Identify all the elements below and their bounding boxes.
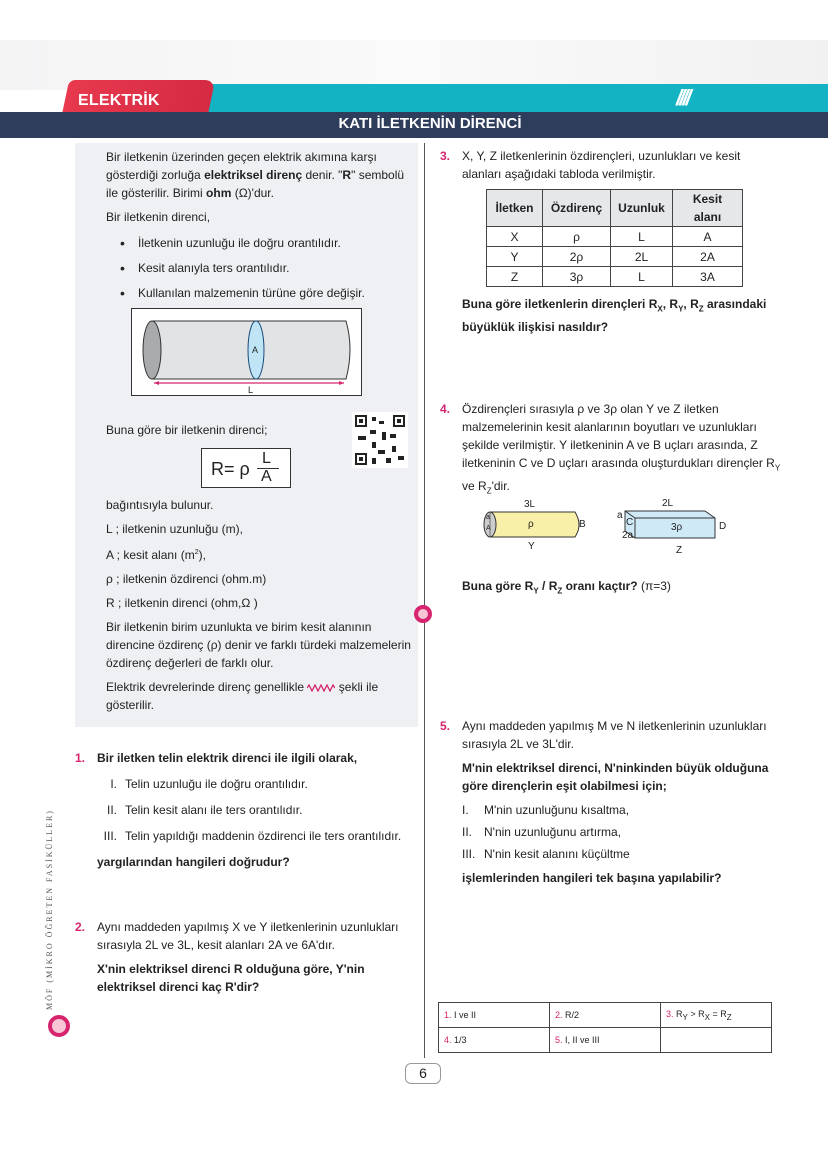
formula-intro: Buna göre bir iletkenin direnci;	[106, 423, 268, 437]
resistor-symbol-icon	[307, 684, 335, 692]
question-4-prompt: Buna göre $R_Y / R_Z$ oranı kaçtır? (π=3)	[462, 579, 671, 596]
decorative-slashes: ////	[676, 85, 689, 110]
resistance-formula: R= ρ L A	[201, 448, 291, 488]
conductor-figure	[131, 308, 362, 396]
bullet-item: • Kesit alanıyla ters orantılıdır.	[116, 259, 411, 277]
series-side-label: MÖF (MİKRO ÖĞRETEN FASİKÜLLER)	[45, 809, 54, 1010]
unit-label: ELEKTRİK	[78, 92, 160, 109]
length-label: L	[248, 385, 254, 395]
question-3: 3. X, Y, Z iletkenlerinin özdirençleri, uzunlukları ve kesit alanları aşağıdaki tabloda verilmiştir. İletken Özdirenç Uzunluk Kesit alanı X ρ L A Y 2ρ 2L 2A Z 3ρ L 3A Buna göre iletkenlerin dirençleri $R_X$, $R_Y$, $R_Z$ arasındaki büyüklük ilişkisi nasıldır?	[440, 149, 767, 335]
brand-logo-icon	[414, 605, 432, 623]
area-label: A	[252, 345, 259, 355]
bullet-item: • Kullanılan malzemenin türüne göre değişir.	[116, 284, 411, 302]
info-definitions: bağıntısıyla bulunur. L ; iletkenin uzunluğu (m), A ; kesit alanı $(m^2)$, ρ ; iletkenin özdirenci (ohm.m) R ; iletkenin direnci (ohm,Ω ) Bir iletkenin birim uzunlukta ve birim kesit alanının direncine özdirenç (ρ) denir ve farklı türdeki malzemelerin özdirenç değerleri de farklı olur. Elektrik devrelerinde direnç genellikle şekli ile gösterilir.	[106, 498, 411, 712]
conductors-figure: 3L a A ρ B Y 2L a C 2a 3ρ D Z	[486, 498, 727, 556]
table-row: Y 2ρ 2L 2A	[487, 247, 743, 267]
answer-cell: 1. I ve II	[439, 1003, 550, 1028]
qr-code[interactable]	[352, 412, 408, 468]
question-2: 2. Aynı maddeden yapılmış X ve Y iletkenlerinin uzunlukları sırasıyla 2L ve 3L, kesit alanları 2A ve 6A'dır. X'nin elektriksel direnci R olduğuna göre, Y'nin elektriksel direnci kaç R'dir?	[75, 920, 399, 994]
answer-cell: 2. R/2	[550, 1003, 661, 1028]
page-number: 6	[405, 1063, 441, 1084]
answer-key	[438, 1002, 772, 1053]
answer-cell: 4. 1/3	[439, 1028, 550, 1053]
question-5: 5. Aynı maddeden yapılmış M ve N iletkenlerinin uzunlukları sırasıyla 2L ve 3L'dir. M'nin elektriksel direnci, N'ninkinden büyük olduğuna göre dirençlerin eşit olabilmesi için; I. M'nin uzunluğunu kısaltma, II. N'nin uzunluğunu artırma, III. N'nin kesit alanını küçültme işlemlerinden hangileri tek başına yapılabilir?	[440, 719, 769, 885]
brand-logo-icon	[48, 1015, 70, 1037]
table-row: Z 3ρ L 3A	[487, 267, 743, 287]
column-divider	[424, 143, 425, 1058]
page-title: KATI İLETKENİN DİRENCİ	[338, 115, 522, 132]
answer-cell: 3. $R_Y > R_X = R_Z$	[661, 1003, 772, 1028]
answer-cell	[661, 1028, 772, 1053]
question-1: 1. Bir iletken telin elektrik direnci ile ilgili olarak, I. Telin uzunluğu ile doğru orantılıdır. II. Telin kesit alanı ile ters orantılıdır. III. Telin yapıldığı maddenin özdirenci ile ters orantılıdır. yargılarından hangileri doğrudur?	[75, 751, 402, 869]
info-definition: Bir iletkenin üzerinden geçen elektrik akımına karşı gösterdiği zorluğa elektriksel direnç denir. "R" sembolü ile gösterilir. Birimi ohm (Ω)'dur. Bir iletkenin direnci, • İletkenin uzunluğu ile doğru orantılıdır. • Kesit alanıyla ters orantılıdır. • Kullanılan malzemenin türüne göre değişir.	[106, 148, 411, 309]
properties-table: İletken Özdirenç Uzunluk Kesit alanı X ρ L A Y 2ρ 2L 2A Z 3ρ L 3A	[486, 189, 743, 287]
table-row: X ρ L A	[487, 227, 743, 247]
header-teal-band	[190, 84, 828, 112]
bullet-item: • İletkenin uzunluğu ile doğru orantılıdır.	[116, 234, 411, 252]
answer-cell: 5. I, II ve III	[550, 1028, 661, 1053]
question-4: 4. Özdirençleri sırasıyla ρ ve 3ρ olan Y ve Z iletken malzemelerinin kesit alanlarının boyutları ve uzunlukları şekilde verilmiştir. Y iletkeninin A ve B uçları arasında, Z iletkeninin C ve D uçları arasında oluşturdukları dirençler $R_Y$ ve $R_Z'dir$.	[440, 402, 781, 496]
